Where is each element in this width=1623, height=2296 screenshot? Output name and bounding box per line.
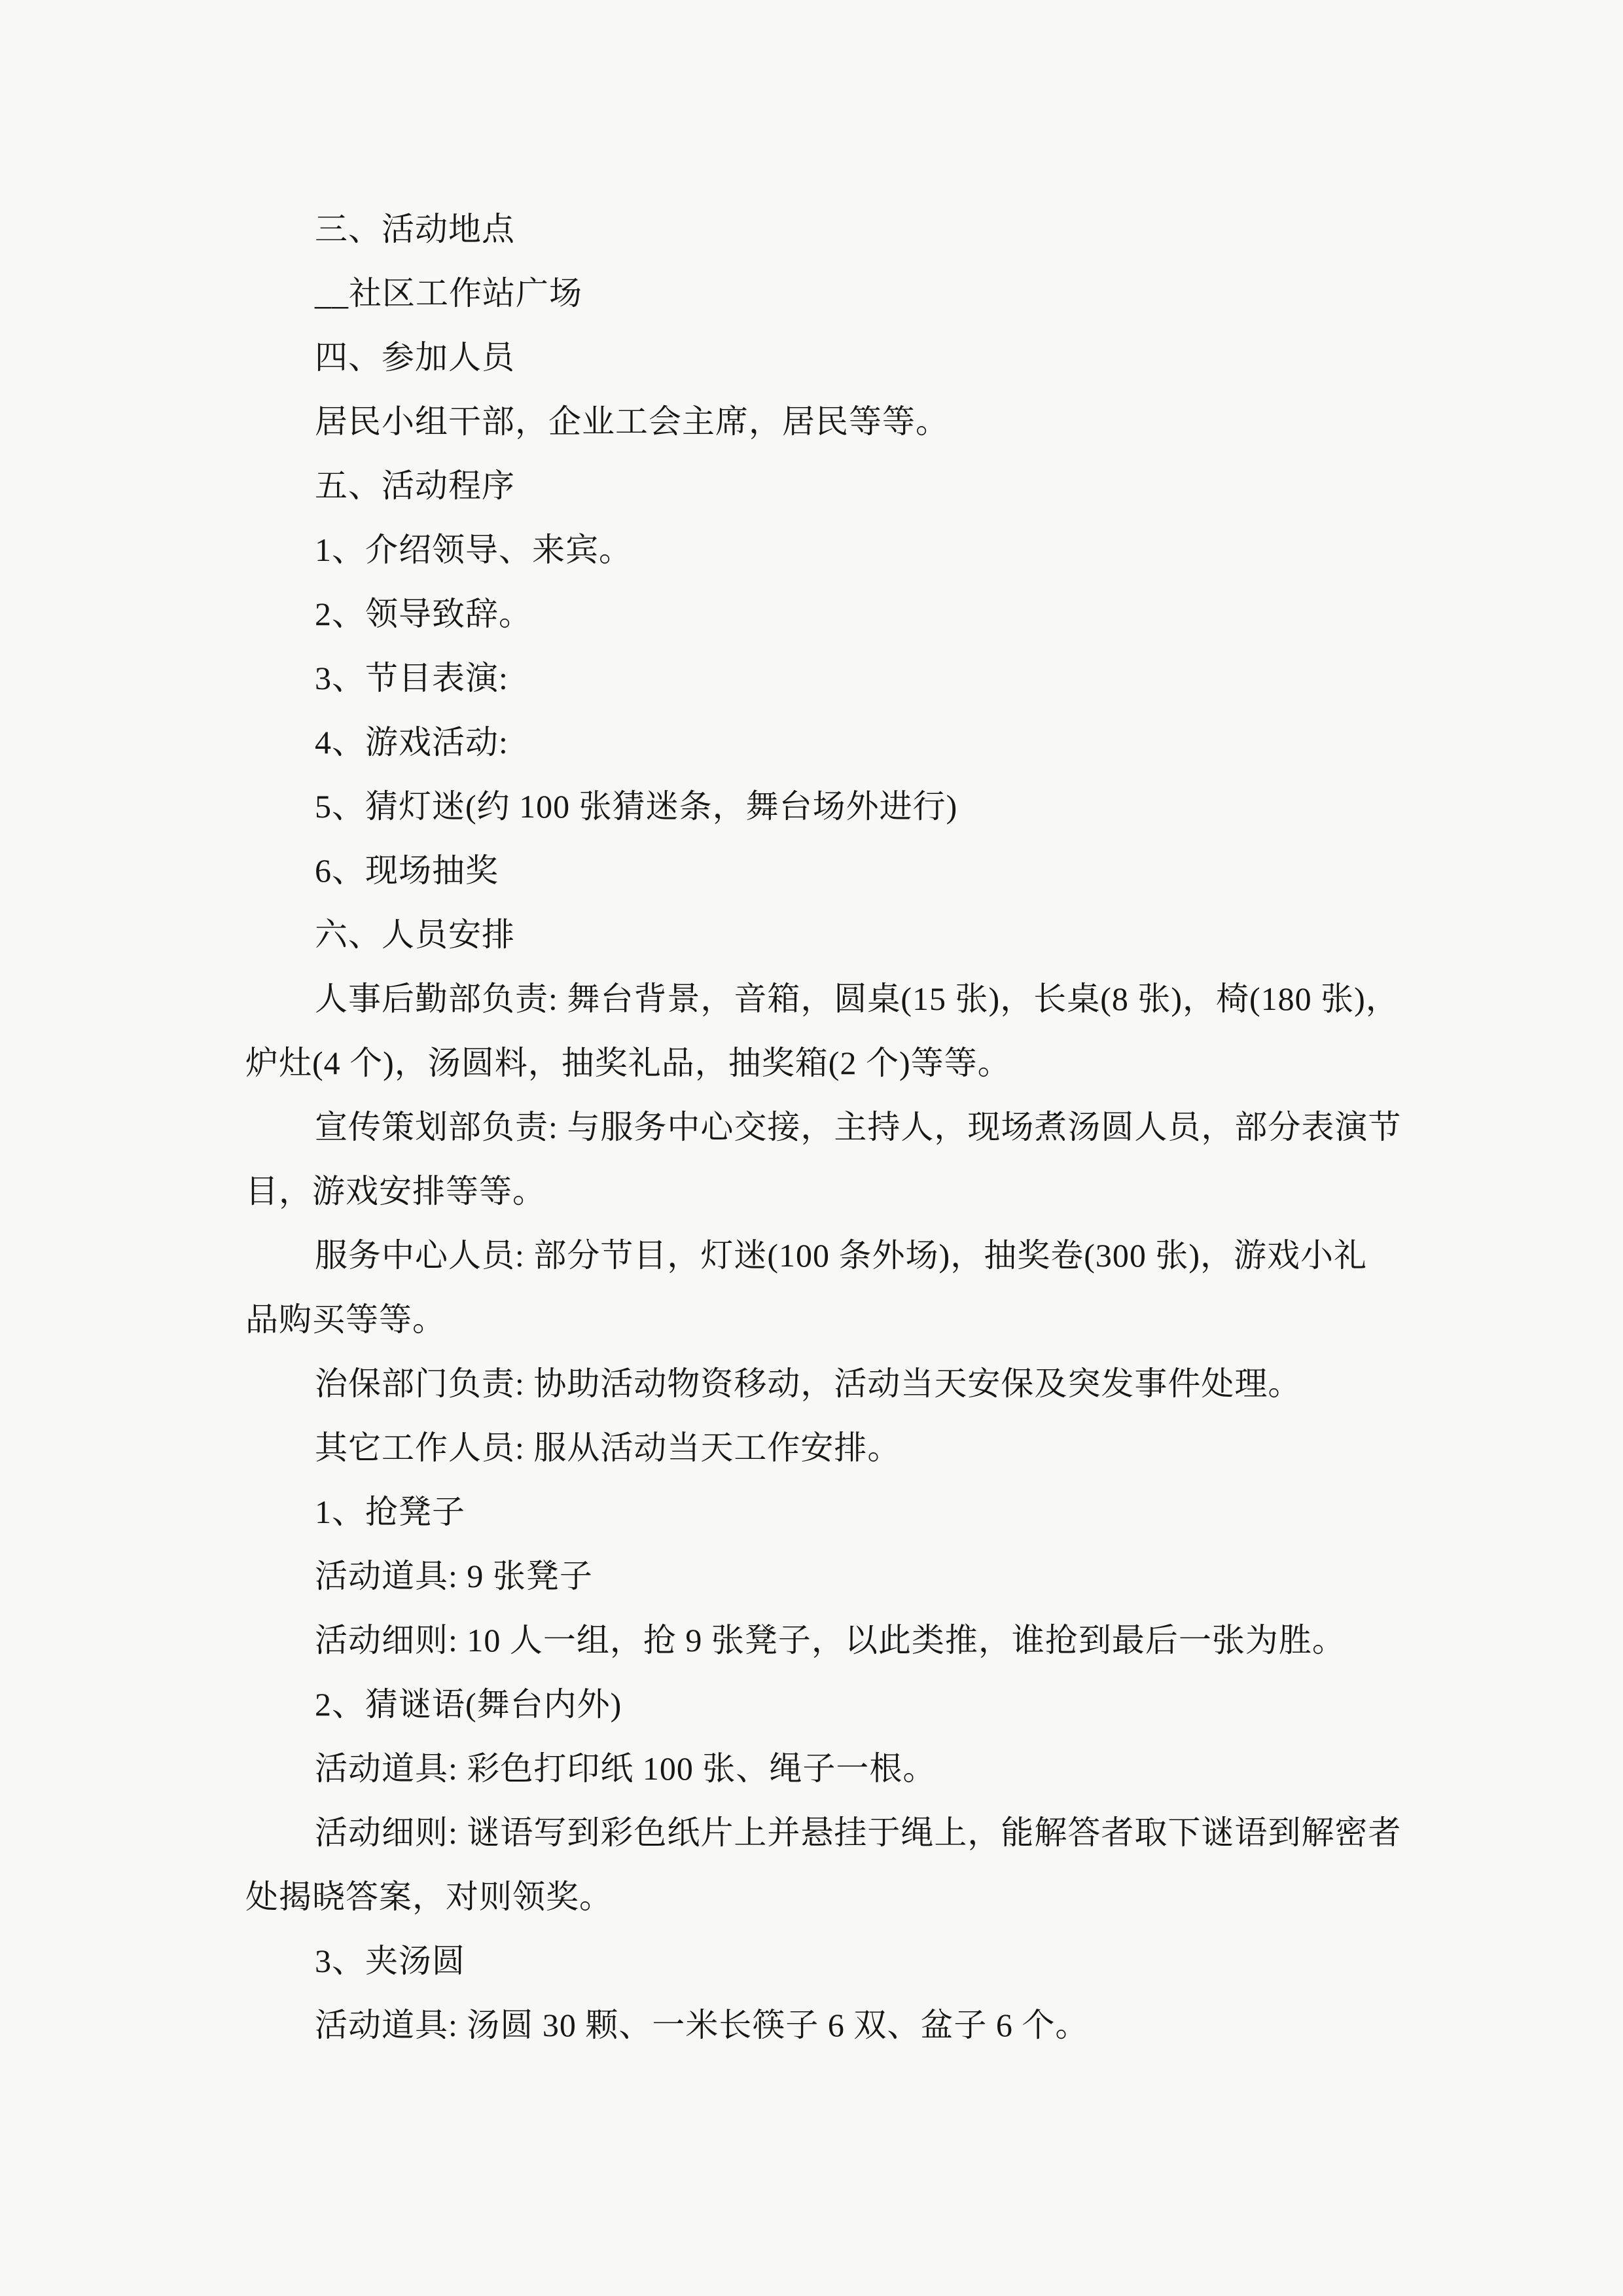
text-line-game-1-rules: 活动细则: 10 人一组，抢 9 张凳子，以此类推，谁抢到最后一张为胜。 xyxy=(315,1622,1346,1659)
heading-game-3-tangyuan: 3、夹汤圆 xyxy=(315,1943,465,1979)
list-item-procedure-1: 1、介绍领导、来宾。 xyxy=(315,531,632,568)
heading-section-3-location: 三、活动地点 xyxy=(315,211,515,247)
text-line-service-center-duty-cont: 品购买等等。 xyxy=(245,1301,446,1338)
list-item-procedure-4: 4、游戏活动: xyxy=(315,724,508,761)
list-item-procedure-3: 3、节目表演: xyxy=(315,660,508,696)
text-line-game-2-props: 活动道具: 彩色打印纸 100 张、绳子一根。 xyxy=(315,1750,936,1787)
heading-game-1-musical-chairs: 1、抢凳子 xyxy=(315,1494,465,1530)
text-line-security-duty: 治保部门负责: 协助活动物资移动，活动当天安保及突发事件处理。 xyxy=(315,1365,1302,1402)
text-line-participants-value: 居民小组干部，企业工会主席，居民等等。 xyxy=(315,403,949,440)
text-line-hr-logistics-duty: 人事后勤部负责: 舞台背景，音箱，圆桌(15 张)，长桌(8 张)，椅(180 张)， xyxy=(315,980,1399,1017)
text-line-game-3-props: 活动道具: 汤圆 30 颗、一米长筷子 6 双、盆子 6 个。 xyxy=(315,2007,1089,2043)
text-line-game-2-rules-cont: 处揭晓答案，对则领奖。 xyxy=(245,1878,613,1915)
text-line-game-2-rules: 活动细则: 谜语写到彩色纸片上并悬挂于绳上，能解答者取下谜语到解密者 xyxy=(315,1814,1402,1851)
text-line-location-value: __社区工作站广场 xyxy=(315,275,582,312)
text-line-service-center-duty: 服务中心人员: 部分节目，灯迷(100 条外场)，抽奖卷(300 张)，游戏小礼 xyxy=(315,1237,1367,1274)
list-item-procedure-2: 2、领导致辞。 xyxy=(315,596,532,632)
text-line-hr-logistics-duty-cont: 炉灶(4 个)，汤圆料，抽奖礼品，抽奖箱(2 个)等等。 xyxy=(245,1045,1011,1081)
text-line-publicity-duty-cont: 目，游戏安排等等。 xyxy=(245,1173,546,1210)
text-content xyxy=(245,197,1407,2057)
text-line-other-staff-duty: 其它工作人员: 服从活动当天工作安排。 xyxy=(315,1429,901,1466)
heading-section-6-staffing: 六、人员安排 xyxy=(315,916,515,953)
heading-game-2-riddles: 2、猜谜语(舞台内外) xyxy=(315,1686,622,1723)
heading-section-5-procedure: 五、活动程序 xyxy=(315,467,515,504)
text-line-game-1-props: 活动道具: 9 张凳子 xyxy=(315,1558,593,1594)
list-item-procedure-6: 6、现场抽奖 xyxy=(315,852,499,889)
list-item-procedure-5: 5、猜灯迷(约 100 张猜迷条，舞台场外进行) xyxy=(315,788,958,825)
text-line-publicity-duty: 宣传策划部负责: 与服务中心交接，主持人，现场煮汤圆人员，部分表演节 xyxy=(315,1109,1402,1145)
heading-section-4-participants: 四、参加人员 xyxy=(315,339,515,376)
